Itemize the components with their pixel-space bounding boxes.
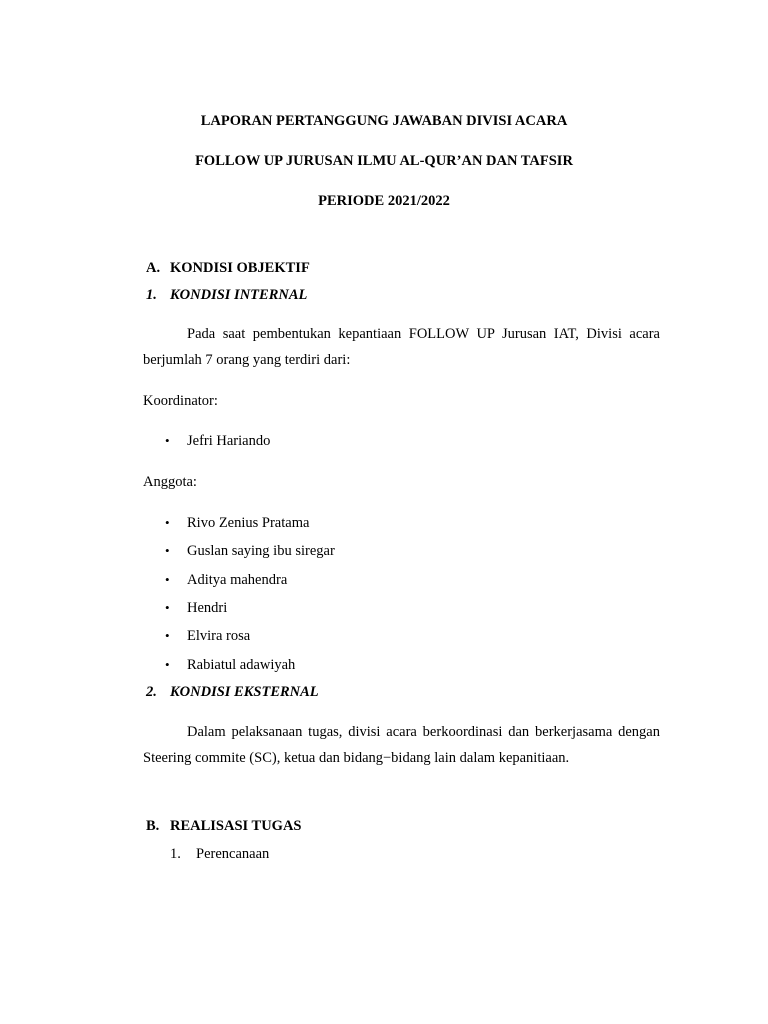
bullet: • (165, 433, 170, 448)
task-item-marker: 1. (170, 846, 181, 862)
subsection-1-heading: KONDISI INTERNAL (170, 287, 308, 303)
report-subtitle: FOLLOW UP JURUSAN ILMU AL-QUR’AN DAN TAFSIR (195, 153, 573, 169)
task-item-label: Perencanaan (196, 846, 270, 862)
report-title: LAPORAN PERTANGGUNG JAWABAN DIVISI ACARA (200, 113, 568, 129)
member-item: Hendri (187, 600, 228, 616)
member-item: Guslan saying ibu siregar (187, 543, 335, 559)
section-a-heading: KONDISI OBJEKTIF (170, 260, 310, 276)
member-item: Aditya mahendra (187, 572, 288, 588)
bullet: • (165, 600, 170, 615)
section-b-marker: B. (146, 818, 160, 834)
member-item: Rivo Zenius Pratama (187, 515, 310, 531)
member-item: Rabiatul adawiyah (187, 657, 296, 673)
section-a-marker: A. (146, 260, 161, 276)
subsection-2-marker: 2. (146, 684, 157, 700)
coordinator-label: Koordinator: (143, 393, 218, 409)
bullet: • (165, 515, 170, 530)
external-paragraph: Dalam pelaksanaan tugas, divisi acara berkoordinasi dan berkerjasama dengan Steering commite (SC), ketua dan bidang−bidang lain dalam kepanitiaan. (143, 724, 660, 766)
coordinator-item: Jefri Hariando (187, 433, 271, 449)
member-item: Elvira rosa (187, 628, 251, 644)
section-b-heading: REALISASI TUGAS (170, 818, 302, 834)
internal-paragraph: Pada saat pembentukan kepantiaan FOLLOW UP Jurusan IAT, Divisi acara berjumlah 7 orang yang terdiri dari: (143, 326, 660, 368)
bullet: • (165, 572, 170, 587)
subsection-1-marker: 1. (146, 287, 157, 303)
members-label: Anggota: (143, 474, 197, 490)
bullet: • (165, 543, 170, 558)
bullet: • (165, 628, 170, 643)
subsection-2-heading: KONDISI EKSTERNAL (170, 684, 319, 700)
bullet: • (165, 657, 170, 672)
report-period: PERIODE 2021/2022 (318, 193, 450, 209)
